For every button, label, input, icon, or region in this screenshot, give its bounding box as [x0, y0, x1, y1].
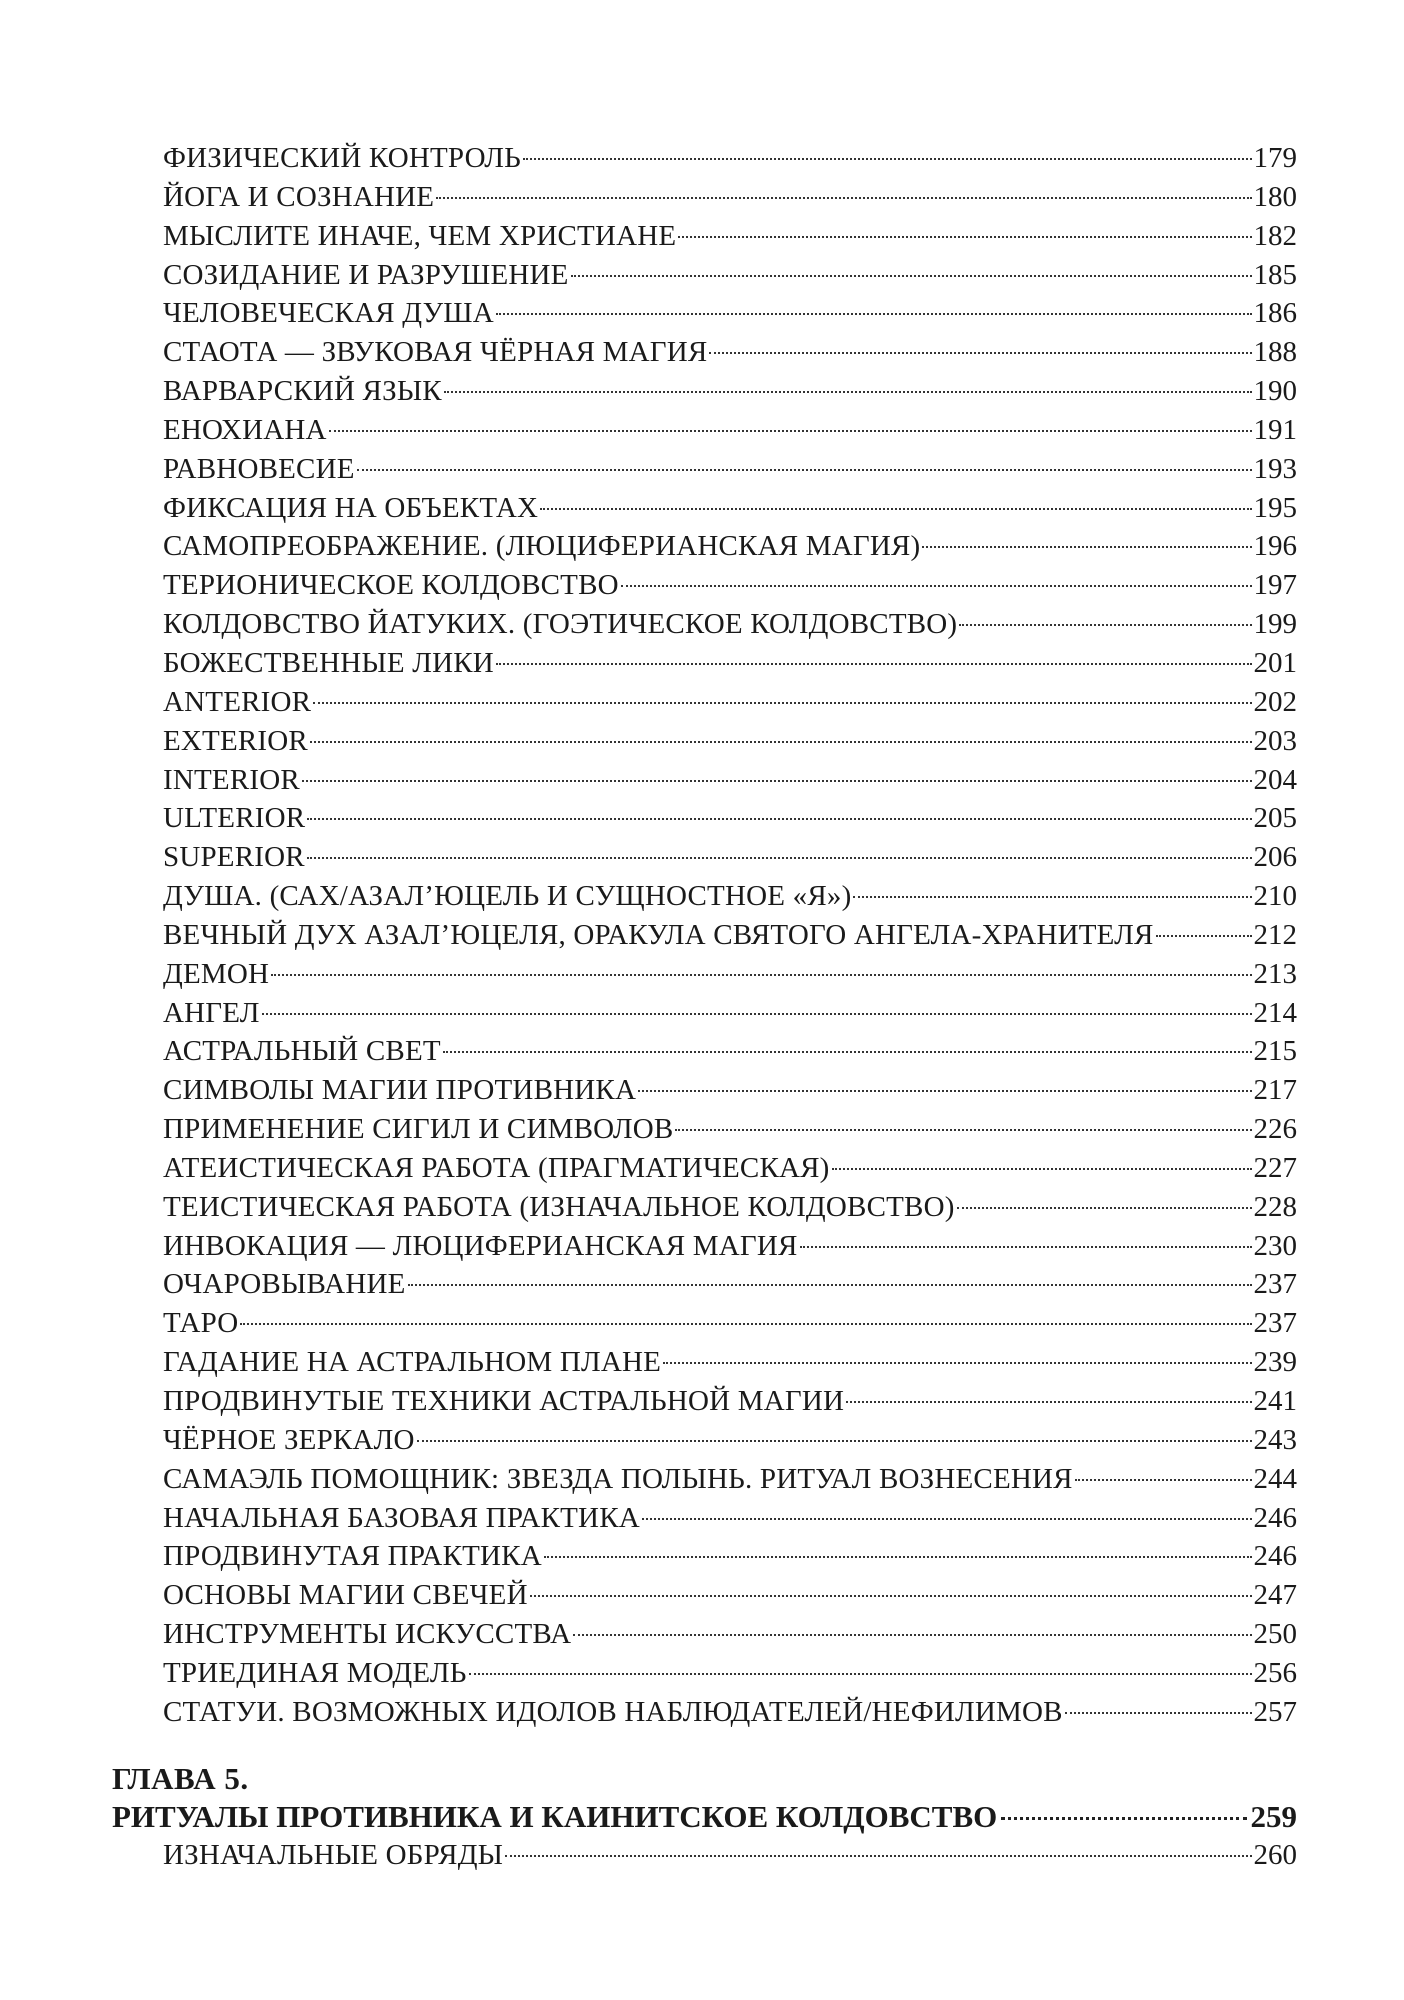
dot-leader — [540, 508, 1251, 510]
dot-leader — [642, 1518, 1252, 1520]
dot-leader — [957, 1207, 1252, 1209]
toc-entry[interactable] — [163, 566, 1297, 605]
toc-entry-title: САМОПРЕОБРАЖЕНИЕ. (ЛЮЦИФЕРИАНСКАЯ МАГИЯ) — [163, 530, 921, 563]
toc-entry[interactable] — [163, 761, 1297, 800]
dot-leader — [329, 430, 1252, 432]
toc-entry-page-number: 241 — [1253, 1385, 1297, 1417]
toc-entry[interactable] — [163, 1421, 1297, 1460]
toc-entry-title: INTERIOR — [163, 763, 300, 796]
toc-entry-page-number: 228 — [1253, 1190, 1297, 1223]
toc-entry-title: ИНСТРУМЕНТЫ ИСКУССТВА — [163, 1618, 572, 1651]
toc-entry[interactable] — [163, 489, 1297, 528]
toc-entry-title: ИНВОКАЦИЯ — ЛЮЦИФЕРИАНСКАЯ МАГИЯ — [163, 1229, 798, 1262]
dot-leader — [307, 857, 1252, 859]
toc-entry[interactable] — [163, 1615, 1297, 1654]
toc-entry-page-number: 188 — [1253, 336, 1297, 369]
toc-entry-title: КОЛДОВСТВО ЙАТУКИХ. (ГОЭТИЧЕСКОЕ КОЛДОВСТВО) — [163, 608, 958, 641]
toc-entry-page-number: 260 — [1253, 1839, 1297, 1871]
toc-entry-page-number: 210 — [1253, 880, 1297, 913]
toc-entry[interactable] — [163, 838, 1297, 877]
toc-entry[interactable] — [163, 683, 1297, 722]
toc-entry-page-number: 214 — [1253, 996, 1297, 1029]
toc-entry-title: ПРОДВИНУТАЯ ПРАКТИКА — [163, 1540, 542, 1573]
dot-leader — [621, 585, 1252, 587]
toc-entry-page-number: 246 — [1253, 1540, 1297, 1573]
dot-leader — [496, 663, 1252, 665]
toc-entry[interactable] — [163, 527, 1297, 566]
toc-entry-title: ПРИМЕНЕНИЕ СИГИЛ И СИМВОЛОВ — [163, 1113, 674, 1146]
toc-entry-title: ВАРВАРСКИЙ ЯЗЫК — [163, 375, 442, 408]
toc-entry-page-number: 204 — [1253, 763, 1297, 796]
toc-entry-page-number: 199 — [1253, 608, 1297, 641]
toc-entry-title: ФИКСАЦИЯ НА ОБЪЕКТАХ — [163, 491, 539, 524]
dot-leader — [408, 1284, 1252, 1286]
dot-leader — [302, 780, 1252, 782]
toc-entry-title: ТРИЕДИНАЯ МОДЕЛЬ — [163, 1656, 467, 1689]
dot-leader — [417, 1440, 1252, 1442]
dot-leader — [357, 469, 1252, 471]
toc-entry[interactable] — [163, 799, 1297, 838]
dot-leader — [853, 896, 1251, 898]
toc-entry-title: АТЕИСТИЧЕСКАЯ РАБОТА (ПРАГМАТИЧЕСКАЯ) — [163, 1151, 830, 1184]
chapter-label: ГЛАВА 5. — [112, 1761, 249, 1796]
toc-entry[interactable] — [163, 916, 1297, 955]
toc-entry-page-number: 203 — [1253, 724, 1297, 757]
dot-leader — [436, 197, 1251, 199]
toc-entry-title: ЙОГА И СОЗНАНИЕ — [163, 180, 435, 213]
toc-entry-title: АСТРАЛЬНЫЙ СВЕТ — [163, 1035, 441, 1068]
toc-entry-page-number: 195 — [1253, 491, 1297, 524]
toc-entry-page-number: 230 — [1253, 1229, 1297, 1262]
toc-entry[interactable] — [163, 178, 1297, 217]
dot-leader — [1075, 1479, 1252, 1481]
toc-entry-title: БОЖЕСТВЕННЫЕ ЛИКИ — [163, 646, 494, 679]
toc-entry-page-number: 196 — [1253, 530, 1297, 563]
toc-entry-page-number: 227 — [1253, 1151, 1297, 1184]
toc-entry[interactable] — [163, 1032, 1297, 1071]
toc-entry-title: EXTERIOR — [163, 724, 308, 757]
dot-leader — [573, 1634, 1251, 1636]
toc-entry[interactable] — [163, 333, 1297, 372]
toc-entry-page-number: 244 — [1253, 1462, 1297, 1495]
toc-entry-title: ПРОДВИНУТЫЕ ТЕХНИКИ АСТРАЛЬНОЙ МАГИИ — [163, 1385, 845, 1417]
dot-leader — [523, 158, 1251, 160]
toc-entry-page-number: 226 — [1253, 1113, 1297, 1146]
toc-entry[interactable] — [163, 1836, 1297, 1875]
dot-leader — [571, 275, 1252, 277]
toc-entry-page-number: 197 — [1253, 569, 1297, 602]
dot-leader — [307, 818, 1251, 820]
toc-entry[interactable] — [163, 1304, 1297, 1343]
toc-entry[interactable] — [163, 1343, 1297, 1382]
toc-entry[interactable] — [163, 372, 1297, 411]
toc-entry[interactable] — [163, 411, 1297, 450]
toc-entry-page-number: 185 — [1253, 258, 1297, 291]
toc-entry-page-number: 237 — [1253, 1268, 1297, 1301]
toc-list — [163, 139, 1297, 1732]
toc-entry-title: СОЗИДАНИЕ И РАЗРУШЕНИЕ — [163, 258, 569, 291]
toc-entry-page-number: 239 — [1253, 1346, 1297, 1379]
toc-entry[interactable] — [163, 1499, 1297, 1538]
toc-entry[interactable] — [163, 1460, 1297, 1499]
toc-entry[interactable] — [163, 877, 1297, 916]
toc-entry[interactable] — [163, 1537, 1297, 1576]
toc-entry-title: ТЕРИОНИЧЕСКОЕ КОЛДОВСТВО — [163, 569, 619, 602]
toc-entry[interactable] — [163, 1265, 1297, 1304]
toc-entry-title: АНГЕЛ — [163, 996, 260, 1029]
toc-entry-page-number: 243 — [1253, 1423, 1297, 1456]
dot-leader — [1065, 1712, 1252, 1714]
dot-leader — [262, 1013, 1252, 1015]
toc-entry-title: ДУША. (САХ/АЗАЛ’ЮЦЕЛЬ И СУЩНОСТНОЕ «Я») — [163, 880, 852, 913]
toc-entry-title: НАЧАЛЬНАЯ БАЗОВАЯ ПРАКТИКА — [163, 1501, 640, 1534]
toc-entry-title: ИЗНАЧАЛЬНЫЕ ОБРЯДЫ — [163, 1839, 504, 1871]
toc-entry[interactable] — [163, 1654, 1297, 1693]
toc-entry-title: ОЧАРОВЫВАНИЕ — [163, 1268, 406, 1301]
toc-entry-title: САМАЭЛЬ ПОМОЩНИК: ЗВЕЗДА ПОЛЫНЬ. РИТУАЛ ВОЗНЕСЕНИЯ — [163, 1462, 1073, 1495]
dot-leader — [313, 702, 1251, 704]
dot-leader — [469, 1673, 1252, 1675]
dot-leader — [505, 1855, 1251, 1857]
dot-leader — [800, 1246, 1252, 1248]
toc-entry-title: ЕНОХИАНА — [163, 413, 327, 446]
dot-leader — [1156, 935, 1252, 937]
toc-entry-title: ОСНОВЫ МАГИИ СВЕЧЕЙ — [163, 1579, 528, 1612]
dot-leader — [310, 741, 1252, 743]
dot-leader — [530, 1595, 1252, 1597]
toc-entry-page-number: 217 — [1253, 1074, 1297, 1107]
dot-leader — [675, 1129, 1251, 1131]
dot-leader — [496, 313, 1252, 315]
dot-leader — [1001, 1817, 1246, 1820]
toc-entry[interactable] — [163, 139, 1297, 178]
toc-entry[interactable] — [163, 1149, 1297, 1188]
toc-entry[interactable] — [163, 294, 1297, 333]
toc-entry[interactable] — [163, 605, 1297, 644]
toc-entry-title: ВЕЧНЫЙ ДУХ АЗАЛ’ЮЦЕЛЯ, ОРАКУЛА СВЯТОГО АНГЕЛА-ХРАНИТЕЛЯ — [163, 918, 1154, 951]
dot-leader — [678, 236, 1251, 238]
toc-entry[interactable] — [163, 722, 1297, 761]
toc-entry-page-number: 190 — [1253, 375, 1297, 408]
toc-entry-page-number: 186 — [1253, 297, 1297, 330]
toc-entry-title: ФИЗИЧЕСКИЙ КОНТРОЛЬ — [163, 142, 522, 174]
dot-leader — [638, 1090, 1251, 1092]
toc-entry-title: СТАТУИ. ВОЗМОЖНЫХ ИДОЛОВ НАБЛЮДАТЕЛЕЙ/НЕФИЛИМОВ — [163, 1695, 1063, 1728]
toc-entry[interactable] — [163, 1576, 1297, 1615]
toc-entry[interactable] — [163, 1188, 1297, 1227]
toc-entry[interactable] — [163, 450, 1297, 489]
toc-entry[interactable] — [163, 644, 1297, 683]
dot-leader — [443, 1051, 1252, 1053]
toc-entry-page-number: 213 — [1253, 957, 1297, 990]
toc-entry[interactable] — [163, 955, 1297, 994]
toc-entry-title: ТАРО — [163, 1307, 239, 1340]
toc-entry-title: ЧЕЛОВЕЧЕСКАЯ ДУША — [163, 297, 494, 330]
dot-leader — [271, 974, 1251, 976]
toc-entry-page-number: 201 — [1253, 646, 1297, 679]
toc-entry[interactable] — [163, 1110, 1297, 1149]
chapter-heading-row[interactable] — [112, 1797, 1297, 1837]
toc-entry-title: ДЕМОН — [163, 957, 270, 990]
toc-entry-title: СТАОТА — ЗВУКОВАЯ ЧЁРНАЯ МАГИЯ — [163, 336, 708, 369]
toc-entry-title: ТЕИСТИЧЕСКАЯ РАБОТА (ИЗНАЧАЛЬНОЕ КОЛДОВСТВО) — [163, 1190, 955, 1223]
toc-entry[interactable] — [163, 1227, 1297, 1266]
toc-entry-title: SUPERIOR — [163, 841, 305, 874]
toc-entry-page-number: 237 — [1253, 1307, 1297, 1340]
toc-entry-title: МЫСЛИТЕ ИНАЧЕ, ЧЕМ ХРИСТИАНЕ — [163, 219, 677, 252]
dot-leader — [544, 1556, 1252, 1558]
toc-entry-page-number: 191 — [1253, 413, 1297, 446]
toc-entry-title: ANTERIOR — [163, 685, 312, 718]
toc-entry-page-number: 202 — [1253, 685, 1297, 718]
toc-entry-title: СИМВОЛЫ МАГИИ ПРОТИВНИКА — [163, 1074, 637, 1107]
toc-entry-title: ULTERIOR — [163, 802, 306, 835]
toc-entry-page-number: 179 — [1253, 142, 1297, 174]
dot-leader — [709, 352, 1251, 354]
dot-leader — [846, 1401, 1251, 1403]
toc-entry-title: ГАДАНИЕ НА АСТРАЛЬНОМ ПЛАНЕ — [163, 1346, 662, 1379]
chapter-title: РИТУАЛЫ ПРОТИВНИКА И КАИНИТСКОЕ КОЛДОВСТВО — [112, 1799, 998, 1834]
toc-entry[interactable] — [163, 1382, 1297, 1421]
toc-entry-page-number: 193 — [1253, 452, 1297, 485]
toc-entry[interactable] — [163, 1693, 1297, 1732]
dot-leader — [444, 391, 1252, 393]
toc-entry-title: РАВНОВЕСИЕ — [163, 452, 355, 485]
dot-leader — [240, 1323, 1251, 1325]
dot-leader — [663, 1362, 1251, 1364]
toc-entry-page-number: 257 — [1253, 1695, 1297, 1728]
toc-entry[interactable] — [163, 217, 1297, 256]
toc-entry-page-number: 206 — [1253, 841, 1297, 874]
toc-entry-page-number: 256 — [1253, 1656, 1297, 1689]
toc-entry-page-number: 212 — [1253, 918, 1297, 951]
chapter-page-number: 259 — [1250, 1799, 1297, 1834]
toc-entry[interactable] — [163, 1071, 1297, 1110]
dot-leader — [959, 624, 1251, 626]
toc-entry-page-number: 247 — [1253, 1579, 1297, 1612]
toc-entry-page-number: 180 — [1253, 180, 1297, 213]
toc-entry-page-number: 182 — [1253, 219, 1297, 252]
toc-entry[interactable] — [163, 994, 1297, 1033]
toc-entry-page-number: 250 — [1253, 1618, 1297, 1651]
toc-entry-title: ЧЁРНОЕ ЗЕРКАЛО — [163, 1423, 415, 1456]
toc-entry-page-number: 246 — [1253, 1501, 1297, 1534]
toc-entry-page-number: 215 — [1253, 1035, 1297, 1068]
dot-leader — [922, 546, 1251, 548]
toc-entry-page-number: 205 — [1253, 802, 1297, 835]
toc-entry[interactable] — [163, 256, 1297, 295]
dot-leader — [832, 1168, 1252, 1170]
